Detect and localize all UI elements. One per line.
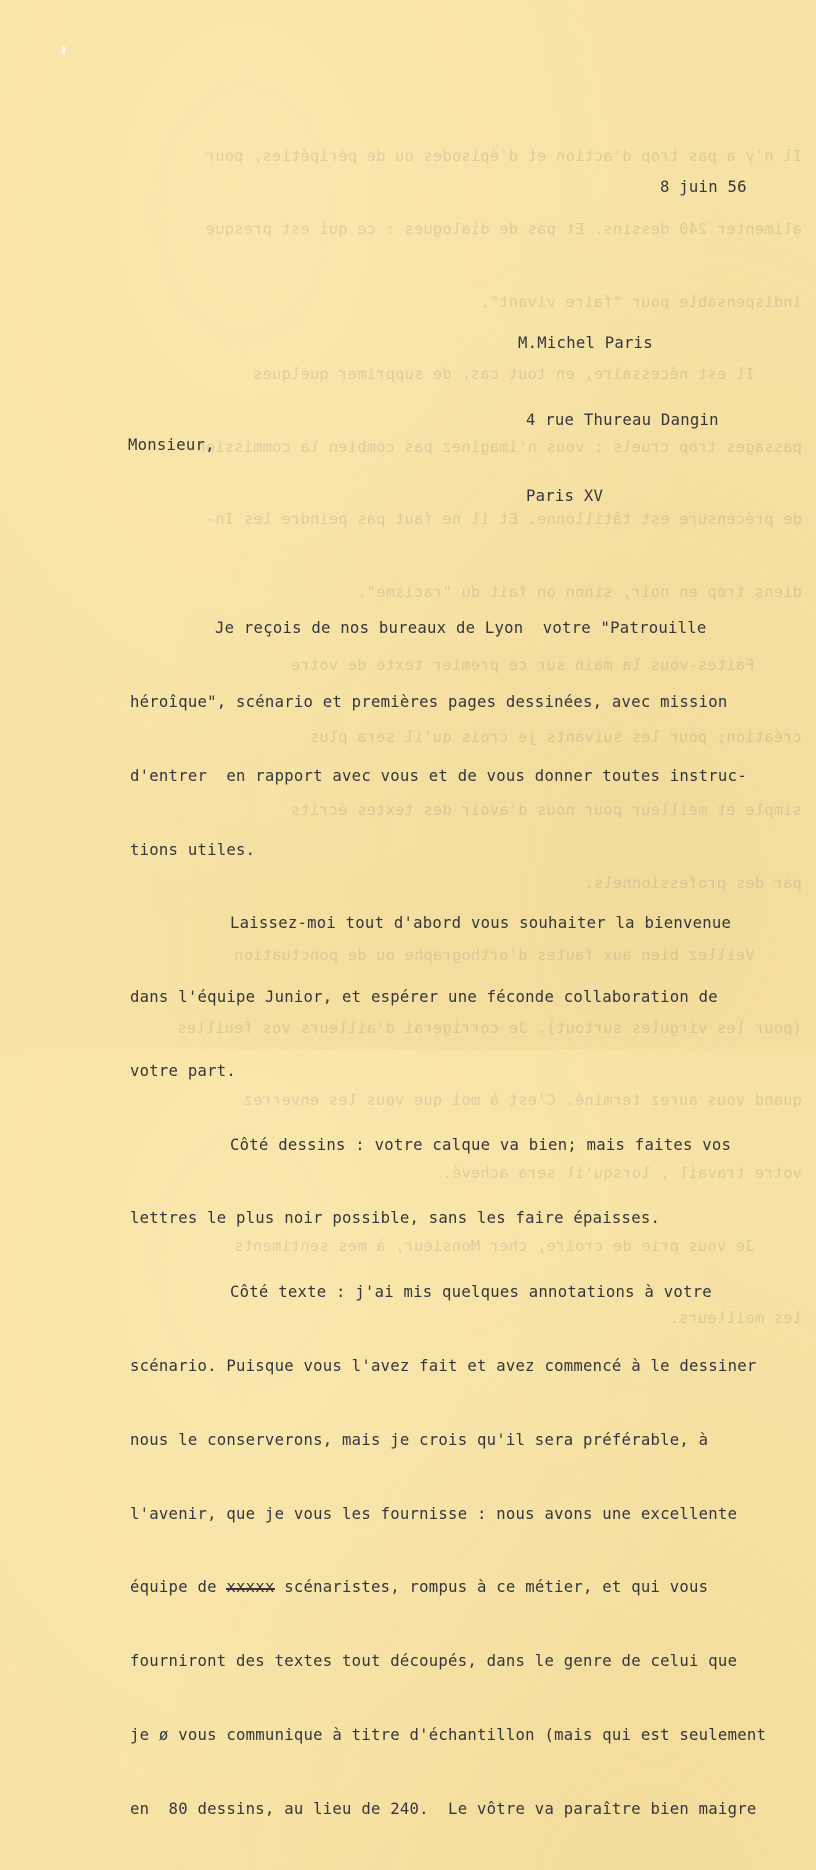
body-line: fourniront des textes tout découpés, dans le genre de celui que	[130, 1652, 738, 1671]
body-line: Côté dessins : votre calque va bien; mais faites vos	[230, 1135, 732, 1154]
body-line: d'entrer en rapport avec vous et de vous donner toutes instruc-	[130, 766, 747, 785]
bleed-line: passages trop cruels : vous n'imaginez pas combien la commission	[196, 437, 802, 456]
salutation: Monsieur,	[128, 436, 215, 454]
bleed-line: Faites-vous la main sur ce premier texte de votre	[290, 655, 802, 674]
body-line: je ø vous communique à titre d'échantillon (mais qui est seulement	[130, 1725, 767, 1744]
letter-date: 8 juin 56	[660, 178, 747, 196]
body-line: l'avenir, que je vous les fournisse : nous avons une excellente	[130, 1504, 738, 1523]
bleed-line: création; pour les suivants je crois qu'il sera plus	[309, 728, 802, 747]
body-line: Côté texte : j'ai mis quelques annotations à votre	[230, 1283, 712, 1302]
body-line: Laissez-moi tout d'abord vous souhaiter la bienvenue	[230, 914, 732, 933]
recipient-street: 4 rue Thureau Dangin	[526, 410, 719, 429]
bleed-line: indispensable pour "faire vivant".	[480, 292, 802, 311]
recipient-address	[518, 280, 719, 561]
bleed-line: votre travail , lorsqu'il sera achevé.	[442, 1163, 802, 1182]
recipient-name: M.Michel Paris	[518, 334, 653, 352]
paper-speck	[62, 46, 65, 54]
bleed-line: de précensure est tâtillonne. Et il ne faut pas peindre les In-	[205, 510, 802, 529]
body-line-end: scénaristes, rompus à ce métier, et qui vous	[274, 1578, 709, 1597]
body-line-start: équipe de	[130, 1578, 227, 1597]
body-line: votre part.	[130, 1061, 237, 1080]
body-line: en 80 dessins, au lieu de 240. Le vôtre va paraître bien maigre	[130, 1799, 757, 1818]
body-line	[130, 1575, 766, 1600]
struck-out-text: xxxxx	[226, 1578, 275, 1597]
bleed-line: alimenter 240 dessins. Et pas de dialogues : ce qui est presque	[205, 220, 802, 239]
bleed-line: diens trop en noir, sinon on fait du "racisme".	[357, 583, 802, 602]
bleed-line: simple et meilleur pour nous d'avoir des textes écrits	[290, 800, 802, 819]
body-line: dans l'équipe Junior, et espérer une féconde collaboration de	[130, 988, 718, 1007]
bleed-line: (pour les virgules surtout). Je corrigerai d'ailleurs vos feuilles	[177, 1018, 802, 1037]
bleed-line: Il est nécessaire, en tout cas, de supprimer quelques	[252, 365, 802, 384]
bleed-line: Il n'y a pas trop d'action et d'épisodes ou de péripéties, pour	[205, 147, 802, 166]
body-line: scénario. Puisque vous l'avez fait et avez commencé à le dessiner	[130, 1357, 757, 1375]
body-line: Je reçois de nos bureaux de Lyon votre "Patrouille	[215, 619, 707, 638]
body-line: nous le conserverons, mais je crois qu'il sera préférable, à	[130, 1430, 709, 1449]
bleed-line: par des professionnels.	[584, 873, 802, 892]
bleed-line: les meilleurs.	[669, 1309, 802, 1328]
body-line: lettres le plus noir possible, sans les faire épaisses.	[130, 1209, 661, 1228]
recipient-city: Paris XV	[526, 487, 604, 505]
body-line: héroîque", scénario et premières pages dessinées, avec mission	[130, 692, 728, 711]
bleed-line: Veillez bien aux fautes d'orthographe ou de ponctuation	[234, 946, 802, 965]
bleed-line: quand vous aurez terminé. C'est à moi que vous les enverrez	[243, 1091, 802, 1110]
letter-body	[130, 567, 766, 1870]
bleed-line: Je vous prie de croire, cher Monsieur, à mes sentiments	[234, 1236, 802, 1255]
body-line: tions utiles.	[130, 840, 256, 859]
